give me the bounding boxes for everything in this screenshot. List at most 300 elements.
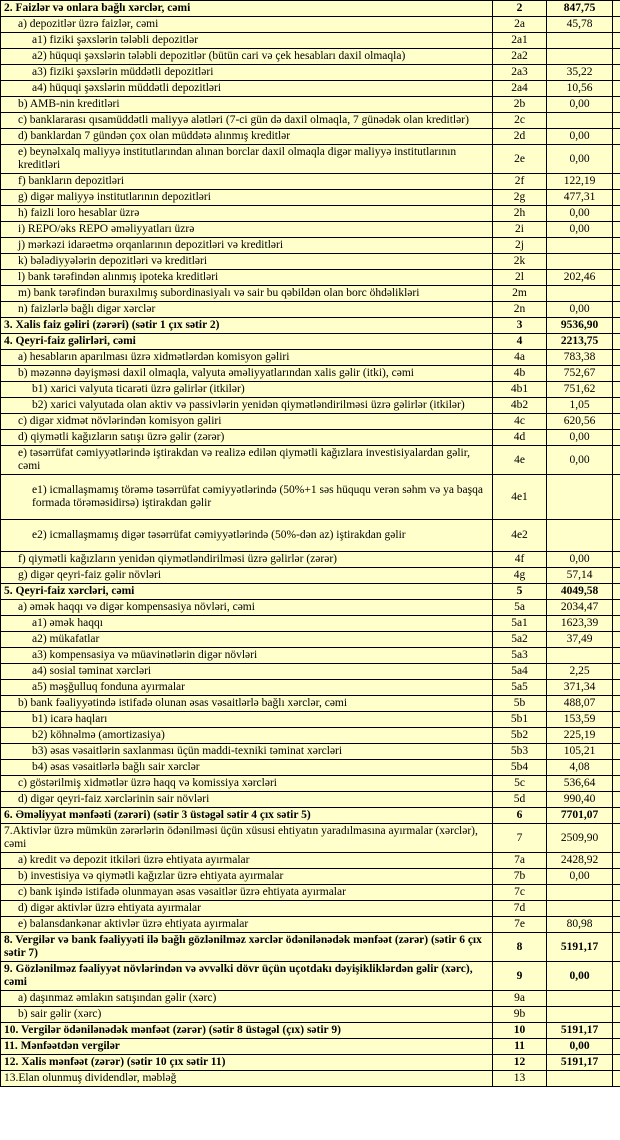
row-edge-cell [613, 222, 620, 238]
row-label: a3) fiziki şəxslərin müddətli depozitləri [1, 65, 493, 81]
row-edge-cell [613, 680, 620, 696]
row-value: 153,59 [547, 712, 613, 728]
row-code: 2c [493, 113, 547, 129]
row-edge-cell [613, 113, 620, 129]
row-label: a) əmək haqqı və digər kompensasiya növləri, cəmi [1, 600, 493, 616]
row-value: 371,34 [547, 680, 613, 696]
row-value [547, 33, 613, 49]
row-label: g) digər maliyyə institutlarının depozitləri [1, 190, 493, 206]
row-label: b4) əsas vəsaitlərlə bağlı sair xərclər [1, 760, 493, 776]
row-value: 1623,39 [547, 616, 613, 632]
row-label: e) beynəlxalq maliyyə institutlarından alınan borclar daxil olmaqla digər maliyyə institutlarının kreditləri [1, 145, 493, 174]
row-code: 4b2 [493, 398, 547, 414]
row-edge-cell [613, 962, 620, 991]
row-label: e1) icmallaşmamış törəmə təsərrüfat cəmiyyətlərində (50%+1 səs hüququ verən səhm və ya başqa formada törəməsidirsə) iştirakdan gəlir [1, 475, 493, 520]
table-row [1, 49, 620, 65]
row-edge-cell [613, 568, 620, 584]
row-value: 0,00 [547, 1039, 613, 1055]
row-code: 4b [493, 366, 547, 382]
row-value [547, 286, 613, 302]
table-row [1, 933, 620, 962]
row-edge-cell [613, 302, 620, 318]
row-code: 2f [493, 174, 547, 190]
row-label: 4. Qeyri-faiz gəlirləri, cəmi [1, 334, 493, 350]
table-row [1, 270, 620, 286]
row-edge-cell [613, 414, 620, 430]
row-value: 122,19 [547, 174, 613, 190]
row-edge-cell [613, 632, 620, 648]
row-edge-cell [613, 446, 620, 475]
row-label: d) banklardan 7 gündən çox olan müddətə alınmış kreditlər [1, 129, 493, 145]
table-row [1, 1023, 620, 1039]
row-value: 0,00 [547, 552, 613, 568]
row-code: 5b2 [493, 728, 547, 744]
row-value: 2509,90 [547, 824, 613, 853]
row-edge-cell [613, 65, 620, 81]
table-row [1, 744, 620, 760]
table-row [1, 696, 620, 712]
row-label: 5. Qeyri-faiz xərcləri, cəmi [1, 584, 493, 600]
table-row [1, 174, 620, 190]
table-row [1, 254, 620, 270]
row-label: b) məzənnə dəyişməsi daxil olmaqla, valyuta əməliyyatlarından xalis gəlir (itki), cəmi [1, 366, 493, 382]
row-value: 488,07 [547, 696, 613, 712]
table-row [1, 760, 620, 776]
row-code: 2b [493, 97, 547, 113]
row-value: 847,75 [547, 1, 613, 17]
row-edge-cell [613, 991, 620, 1007]
row-code: 2h [493, 206, 547, 222]
row-code: 5a [493, 600, 547, 616]
row-label: 11. Mənfəətdən vergilər [1, 1039, 493, 1055]
row-edge-cell [613, 885, 620, 901]
table-row [1, 869, 620, 885]
row-code: 2a2 [493, 49, 547, 65]
row-edge-cell [613, 584, 620, 600]
row-label: l) bank tərəfindən alınmış ipoteka kreditləri [1, 270, 493, 286]
row-edge-cell [613, 824, 620, 853]
row-edge-cell [613, 712, 620, 728]
row-value [547, 113, 613, 129]
row-value [547, 254, 613, 270]
row-code: 2m [493, 286, 547, 302]
row-value: 45,78 [547, 17, 613, 33]
row-edge-cell [613, 696, 620, 712]
row-code: 4f [493, 552, 547, 568]
table-row [1, 917, 620, 933]
row-code: 9 [493, 962, 547, 991]
row-label: c) göstərilmiş xidmətlər üzrə haqq və komissiya xərcləri [1, 776, 493, 792]
report-table-body [1, 1, 620, 1087]
row-label: 2. Faizlər və onlara bağlı xərclər, cəmi [1, 1, 493, 17]
row-value: 0,00 [547, 869, 613, 885]
row-value: 5191,17 [547, 1055, 613, 1071]
row-edge-cell [613, 334, 620, 350]
row-code: 2a3 [493, 65, 547, 81]
table-row [1, 81, 620, 97]
row-value: 0,00 [547, 145, 613, 174]
row-value [547, 49, 613, 65]
row-value [547, 475, 613, 520]
row-edge-cell [613, 744, 620, 760]
row-edge-cell [613, 49, 620, 65]
row-edge-cell [613, 853, 620, 869]
row-code: 2l [493, 270, 547, 286]
row-value: 0,00 [547, 206, 613, 222]
table-row [1, 366, 620, 382]
row-label: a4) sosial təminat xərcləri [1, 664, 493, 680]
row-code: 9b [493, 1007, 547, 1023]
table-row [1, 382, 620, 398]
row-code: 9a [493, 991, 547, 1007]
row-edge-cell [613, 190, 620, 206]
row-edge-cell [613, 1055, 620, 1071]
row-edge-cell [613, 869, 620, 885]
table-row [1, 712, 620, 728]
row-label: m) bank tərəfindən buraxılmış subordinasiyalı və sair bu qəbildən olan borc öhdəlikləri [1, 286, 493, 302]
table-row [1, 446, 620, 475]
row-edge-cell [613, 1071, 620, 1087]
row-code: 4b1 [493, 382, 547, 398]
row-code: 10 [493, 1023, 547, 1039]
row-value: 783,38 [547, 350, 613, 366]
row-code: 2e [493, 145, 547, 174]
row-label: k) bələdiyyələrin depozitləri və kreditləri [1, 254, 493, 270]
row-code: 2a [493, 17, 547, 33]
row-edge-cell [613, 206, 620, 222]
row-code: 4a [493, 350, 547, 366]
row-edge-cell [613, 1023, 620, 1039]
table-row [1, 129, 620, 145]
row-code: 2a4 [493, 81, 547, 97]
row-edge-cell [613, 664, 620, 680]
row-edge-cell [613, 552, 620, 568]
table-row [1, 414, 620, 430]
row-value: 10,56 [547, 81, 613, 97]
row-value [547, 1007, 613, 1023]
row-label: c) banklararası qısamüddətli maliyyə alətləri (7-ci gün də daxil olmaqla, 7 günədək olan kreditlər) [1, 113, 493, 129]
row-value [547, 885, 613, 901]
row-label: b) investisiya və qiymətli kağızlar üzrə ehtiyata ayırmalar [1, 869, 493, 885]
table-row [1, 206, 620, 222]
row-label: h) faizli loro hesablar üzrə [1, 206, 493, 222]
row-label: a4) hüquqi şəxslərin müddətli depozitləri [1, 81, 493, 97]
row-label: 12. Xalis mənfəət (zərər) (sətir 10 çıx sətir 11) [1, 1055, 493, 1071]
row-label: a) daşınmaz əmlakın satışından gəlir (xərc) [1, 991, 493, 1007]
row-label: b3) əsas vəsaitlərin saxlanması üçün maddi-texniki təminat xərcləri [1, 744, 493, 760]
row-code: 2 [493, 1, 547, 17]
table-row [1, 808, 620, 824]
table-row [1, 962, 620, 991]
row-label: e) təsərrüfat cəmiyyətlərində iştirakdan və realizə edilən qiymətli kağızlara investisiyalardan gəlir, cəmi [1, 446, 493, 475]
row-label: i) REPO/əks REPO əməliyyatları üzrə [1, 222, 493, 238]
row-label: a1) fiziki şəxslərin tələbli depozitlər [1, 33, 493, 49]
row-label: 13.Elan olunmuş dividendlər, məbləğ [1, 1071, 493, 1087]
row-edge-cell [613, 600, 620, 616]
row-label: b) sair gəlir (xərc) [1, 1007, 493, 1023]
table-row [1, 113, 620, 129]
row-edge-cell [613, 776, 620, 792]
row-value: 752,67 [547, 366, 613, 382]
table-row [1, 475, 620, 520]
row-edge-cell [613, 350, 620, 366]
row-edge-cell [613, 792, 620, 808]
row-label: f) qiymətli kağızların yenidən qiymətləndirilməsi üzrə gəlirlər (zərər) [1, 552, 493, 568]
row-label: g) digər qeyri-faiz gəlir növləri [1, 568, 493, 584]
row-edge-cell [613, 254, 620, 270]
row-value: 751,62 [547, 382, 613, 398]
row-code: 7e [493, 917, 547, 933]
row-code: 4c [493, 414, 547, 430]
table-row [1, 584, 620, 600]
row-label: e2) icmallaşmamış digər təsərrüfat cəmiyyətlərində (50%-dən az) iştirakdan gəlir [1, 520, 493, 552]
row-code: 2a1 [493, 33, 547, 49]
row-value: 4,08 [547, 760, 613, 776]
row-value: 0,00 [547, 97, 613, 113]
row-code: 5a1 [493, 616, 547, 632]
row-edge-cell [613, 520, 620, 552]
row-code: 5a2 [493, 632, 547, 648]
row-edge-cell [613, 97, 620, 113]
row-code: 3 [493, 318, 547, 334]
row-code: 7d [493, 901, 547, 917]
row-code: 4g [493, 568, 547, 584]
row-edge-cell [613, 933, 620, 962]
row-value: 536,64 [547, 776, 613, 792]
row-value: 80,98 [547, 917, 613, 933]
row-label: b2) köhnəlmə (amortizasiya) [1, 728, 493, 744]
row-label: c) digər xidmət növlərindən komisyon gəliri [1, 414, 493, 430]
row-label: b1) xarici valyuta ticarəti üzrə gəlirlər (itkilər) [1, 382, 493, 398]
table-row [1, 616, 620, 632]
table-row [1, 776, 620, 792]
table-row [1, 97, 620, 113]
row-code: 5a5 [493, 680, 547, 696]
row-value: 0,00 [547, 129, 613, 145]
row-label: a) depozitlər üzrə faizlər, cəmi [1, 17, 493, 33]
row-edge-cell [613, 174, 620, 190]
table-row [1, 1007, 620, 1023]
row-label: 6. Əməliyyat mənfəəti (zərəri) (sətir 3 üstəgəl sətir 4 çıx sətir 5) [1, 808, 493, 824]
row-edge-cell [613, 648, 620, 664]
row-value: 1,05 [547, 398, 613, 414]
row-code: 6 [493, 808, 547, 824]
row-edge-cell [613, 398, 620, 414]
row-code: 4e [493, 446, 547, 475]
row-label: 10. Vergilər ödənilənədək mənfəət (zərər) (sətir 8 üstəgəl (çıx) sətir 9) [1, 1023, 493, 1039]
row-code: 7a [493, 853, 547, 869]
table-row [1, 302, 620, 318]
row-edge-cell [613, 286, 620, 302]
row-value: 9536,90 [547, 318, 613, 334]
row-edge-cell [613, 129, 620, 145]
row-label: d) digər aktivlər üzrə ehtiyata ayırmalar [1, 901, 493, 917]
row-label: 8. Vergilər və bank fəaliyyəti ilə bağlı gözlənilməz xərclər ödənilənədək mənfəət (zərər) (sətir 6 çıx sətir 7) [1, 933, 493, 962]
row-label: a5) məşğulluq fonduna ayırmalar [1, 680, 493, 696]
row-label: b) bank fəaliyyətində istifadə olunan əsas vəsaitlərlə bağlı xərclər, cəmi [1, 696, 493, 712]
table-row [1, 334, 620, 350]
row-value: 202,46 [547, 270, 613, 286]
row-label: a2) mükafatlar [1, 632, 493, 648]
table-row [1, 33, 620, 49]
row-code: 5b3 [493, 744, 547, 760]
table-row [1, 238, 620, 254]
row-value [547, 991, 613, 1007]
row-value: 990,40 [547, 792, 613, 808]
row-edge-cell [613, 475, 620, 520]
row-code: 4e1 [493, 475, 547, 520]
table-row [1, 664, 620, 680]
row-code: 5 [493, 584, 547, 600]
row-value [547, 238, 613, 254]
row-edge-cell [613, 1039, 620, 1055]
row-label: 3. Xalis faiz gəliri (zərəri) (sətir 1 çıx sətir 2) [1, 318, 493, 334]
row-value: 105,21 [547, 744, 613, 760]
table-row [1, 552, 620, 568]
row-value: 0,00 [547, 446, 613, 475]
row-label: e) balansdankənar aktivlər üzrə ehtiyata ayırmalar [1, 917, 493, 933]
row-label: c) bank işində istifadə olunmayan əsas vəsaitlər üzrə ehtiyata ayırmalar [1, 885, 493, 901]
row-code: 5d [493, 792, 547, 808]
row-code: 4d [493, 430, 547, 446]
row-value: 37,49 [547, 632, 613, 648]
row-code: 5b1 [493, 712, 547, 728]
row-value: 2,25 [547, 664, 613, 680]
row-value: 0,00 [547, 302, 613, 318]
row-edge-cell [613, 728, 620, 744]
row-label: a1) əmək haqqı [1, 616, 493, 632]
row-edge-cell [613, 917, 620, 933]
table-row [1, 222, 620, 238]
row-label: 7.Aktivlər üzrə mümkün zərərlərin ödənilməsi üçün xüsusi ehtiyatın yaradılmasına ayırmalar (xərclər), cəmi [1, 824, 493, 853]
table-row [1, 824, 620, 853]
row-value [547, 901, 613, 917]
row-value: 0,00 [547, 222, 613, 238]
row-code: 8 [493, 933, 547, 962]
row-value [547, 648, 613, 664]
row-label: a) kredit və depozit itkiləri üzrə ehtiyata ayırmalar [1, 853, 493, 869]
table-row [1, 520, 620, 552]
table-row [1, 65, 620, 81]
row-code: 13 [493, 1071, 547, 1087]
row-value: 477,31 [547, 190, 613, 206]
row-code: 12 [493, 1055, 547, 1071]
row-edge-cell [613, 145, 620, 174]
table-row [1, 885, 620, 901]
row-value: 2213,75 [547, 334, 613, 350]
row-label: f) bankların depozitləri [1, 174, 493, 190]
row-edge-cell [613, 901, 620, 917]
row-value: 225,19 [547, 728, 613, 744]
row-edge-cell [613, 270, 620, 286]
row-code: 5c [493, 776, 547, 792]
row-edge-cell [613, 760, 620, 776]
table-row [1, 728, 620, 744]
row-code: 2g [493, 190, 547, 206]
row-value: 4049,58 [547, 584, 613, 600]
row-code: 5b [493, 696, 547, 712]
table-row [1, 991, 620, 1007]
row-code: 2j [493, 238, 547, 254]
table-row [1, 853, 620, 869]
table-row [1, 632, 620, 648]
table-row [1, 1, 620, 17]
table-row [1, 648, 620, 664]
row-value: 0,00 [547, 430, 613, 446]
row-edge-cell [613, 238, 620, 254]
row-value: 620,56 [547, 414, 613, 430]
row-code: 5b4 [493, 760, 547, 776]
row-label: a) hesabların aparılması üzrə xidmətlərdən komisyon gəliri [1, 350, 493, 366]
row-value: 2034,47 [547, 600, 613, 616]
table-row [1, 792, 620, 808]
row-value: 2428,92 [547, 853, 613, 869]
table-row [1, 568, 620, 584]
row-label: j) mərkəzi idarəetmə orqanlarının depozitləri və kreditləri [1, 238, 493, 254]
table-row [1, 286, 620, 302]
row-code: 7b [493, 869, 547, 885]
row-edge-cell [613, 366, 620, 382]
table-row [1, 901, 620, 917]
table-row [1, 398, 620, 414]
row-code: 2k [493, 254, 547, 270]
row-value: 7701,07 [547, 808, 613, 824]
row-edge-cell [613, 17, 620, 33]
table-row [1, 318, 620, 334]
row-edge-cell [613, 318, 620, 334]
row-value: 0,00 [547, 962, 613, 991]
row-code: 11 [493, 1039, 547, 1055]
row-code: 5a4 [493, 664, 547, 680]
row-label: d) digər qeyri-faiz xərclərinin sair növləri [1, 792, 493, 808]
row-label: b1) icarə haqları [1, 712, 493, 728]
row-label: b) AMB-nin kreditləri [1, 97, 493, 113]
table-row [1, 145, 620, 174]
row-label: a3) kompensasiya və müavinətlərin digər növləri [1, 648, 493, 664]
row-label: d) qiymətli kağızların satışı üzrə gəlir (zərər) [1, 430, 493, 446]
table-row [1, 350, 620, 366]
row-edge-cell [613, 81, 620, 97]
row-value: 57,14 [547, 568, 613, 584]
row-edge-cell [613, 1, 620, 17]
row-edge-cell [613, 1007, 620, 1023]
table-row [1, 17, 620, 33]
row-edge-cell [613, 616, 620, 632]
row-code: 2d [493, 129, 547, 145]
row-value: 5191,17 [547, 933, 613, 962]
table-row [1, 680, 620, 696]
row-code: 4e2 [493, 520, 547, 552]
row-code: 5a3 [493, 648, 547, 664]
row-value: 5191,17 [547, 1023, 613, 1039]
table-row [1, 1071, 620, 1087]
row-code: 7 [493, 824, 547, 853]
row-code: 4 [493, 334, 547, 350]
table-row [1, 1039, 620, 1055]
table-row [1, 430, 620, 446]
row-code: 7c [493, 885, 547, 901]
row-edge-cell [613, 430, 620, 446]
table-row [1, 600, 620, 616]
row-value [547, 520, 613, 552]
row-edge-cell [613, 382, 620, 398]
row-edge-cell [613, 808, 620, 824]
row-code: 2n [493, 302, 547, 318]
table-row [1, 1055, 620, 1071]
row-value [547, 1071, 613, 1087]
row-label: 9. Gözlənilməz fəaliyyət növlərindən və əvvəlki dövr üçün uçotdakı dəyişikliklərdən gəlir (xərc), cəmi [1, 962, 493, 991]
table-row [1, 190, 620, 206]
